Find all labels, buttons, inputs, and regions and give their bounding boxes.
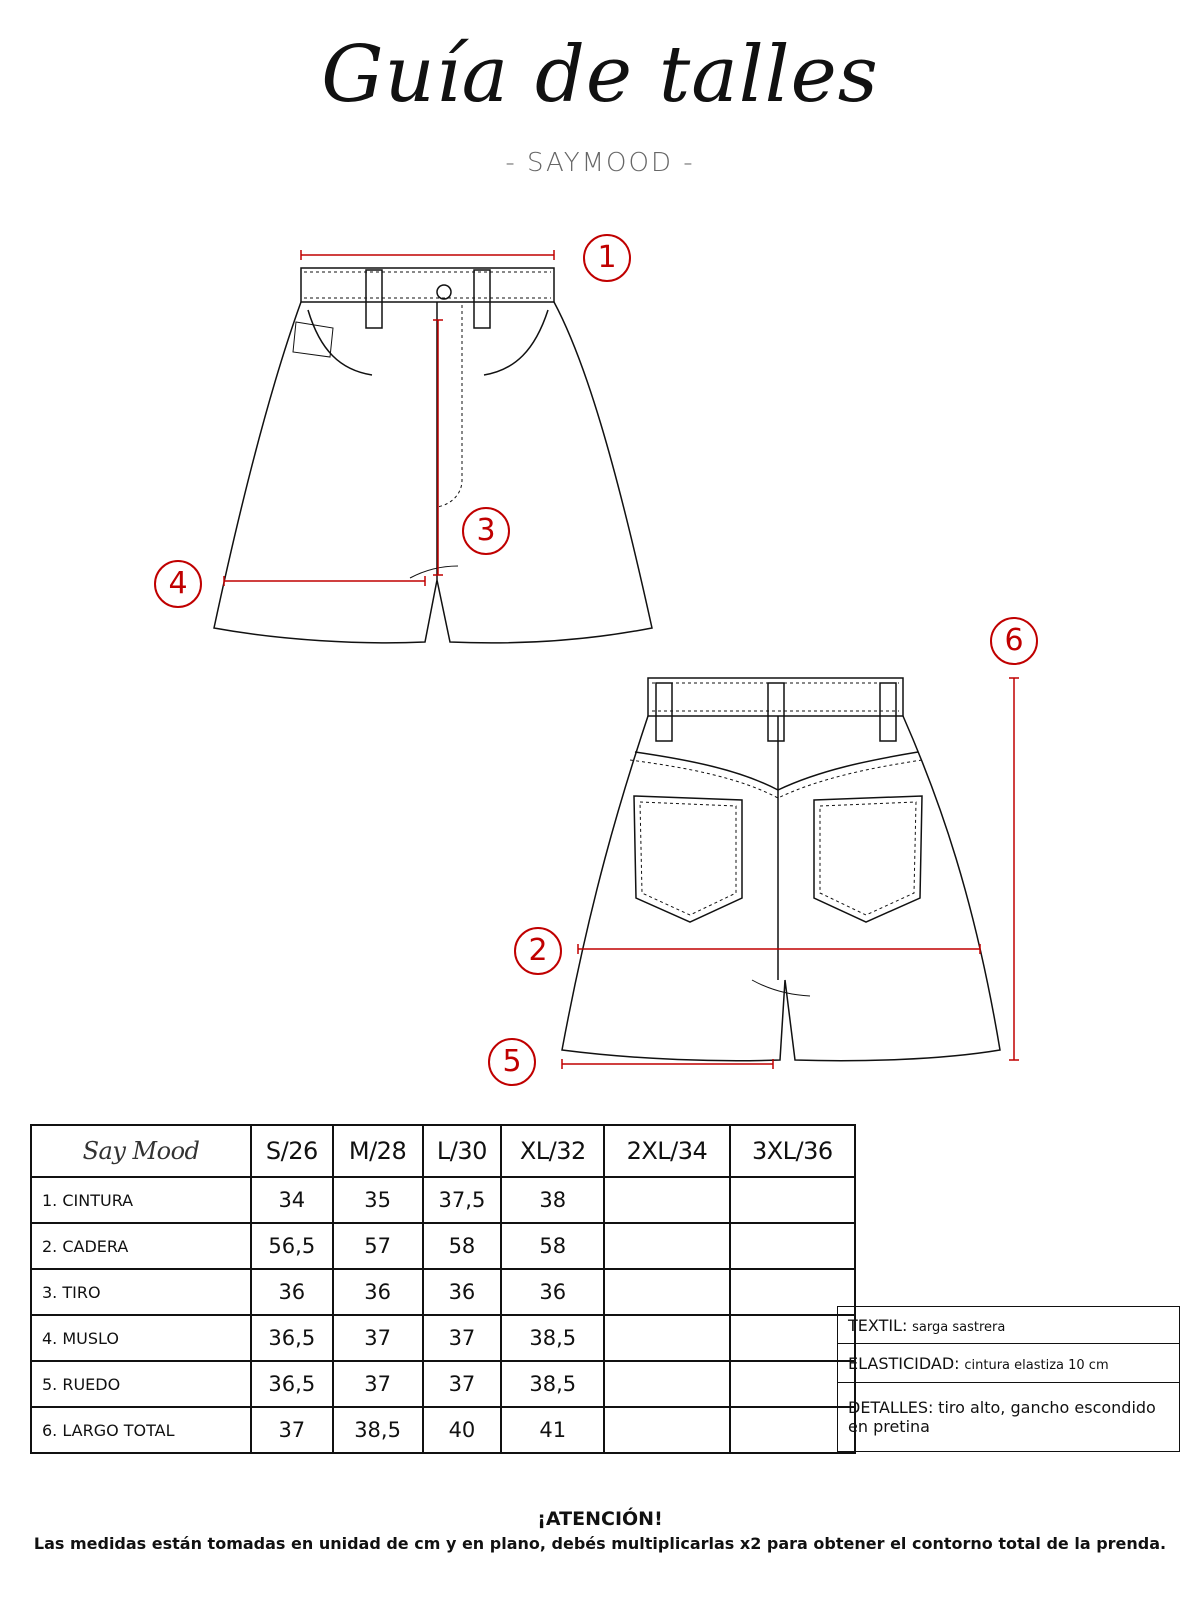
table-cell: 41 (501, 1407, 604, 1453)
row-label: 4. MUSLO (31, 1315, 251, 1361)
table-cell: 36 (423, 1269, 502, 1315)
marker-1: 1 (583, 234, 631, 282)
textil-label: TEXTIL: (848, 1315, 908, 1335)
table-cell (604, 1361, 729, 1407)
table-cell: 38,5 (501, 1361, 604, 1407)
size-header: L/30 (423, 1125, 502, 1177)
size-header: 2XL/34 (604, 1125, 729, 1177)
row-label: 1. CINTURA (31, 1177, 251, 1223)
table-cell: 37,5 (423, 1177, 502, 1223)
size-header: S/26 (251, 1125, 333, 1177)
size-header: M/28 (333, 1125, 423, 1177)
elasticidad-label: ELASTICIDAD: (848, 1353, 960, 1373)
size-table (30, 1124, 856, 1454)
table-cell (604, 1177, 729, 1223)
table-cell: 37 (423, 1315, 502, 1361)
table-cell: 38,5 (333, 1407, 423, 1453)
table-row (31, 1269, 855, 1315)
table-row (31, 1315, 855, 1361)
detail-row-elasticidad (838, 1344, 1180, 1383)
detail-row-detalles (838, 1383, 1180, 1452)
logo-cell: Say Mood (31, 1125, 251, 1177)
marker-6: 6 (990, 617, 1038, 665)
detalles-value: tiro alto, gancho escondido en pretina (848, 1398, 1156, 1436)
table-cell (604, 1269, 729, 1315)
table-cell (604, 1407, 729, 1453)
notice-text: Las medidas están tomadas en unidad de cm y en plano, debés multiplicarlas x2 para obtener el contorno total de la prenda. (33, 1534, 1167, 1553)
table-cell: 37 (251, 1407, 333, 1453)
table-row (31, 1223, 855, 1269)
row-label: 6. LARGO TOTAL (31, 1407, 251, 1453)
table-row (31, 1177, 855, 1223)
textil-value: sarga sastrera (912, 1319, 1006, 1335)
table-cell: 56,5 (251, 1223, 333, 1269)
fabric-details-table (837, 1306, 1180, 1452)
table-cell: 37 (333, 1315, 423, 1361)
size-header: 3XL/36 (730, 1125, 855, 1177)
marker-2: 2 (514, 927, 562, 975)
brand-name: - SAYMOOD - (505, 148, 695, 178)
table-cell: 37 (333, 1361, 423, 1407)
table-cell: 36 (333, 1269, 423, 1315)
marker-4: 4 (154, 560, 202, 608)
table-cell: 37 (423, 1361, 502, 1407)
table-cell: 35 (333, 1177, 423, 1223)
table-cell: 36 (501, 1269, 604, 1315)
detail-row-textil (838, 1307, 1180, 1344)
table-cell: 38 (501, 1177, 604, 1223)
table-cell (604, 1315, 729, 1361)
marker-5: 5 (488, 1038, 536, 1086)
table-cell (604, 1223, 729, 1269)
table-cell: 58 (501, 1223, 604, 1269)
table-cell: 36 (251, 1269, 333, 1315)
table-cell: 36,5 (251, 1315, 333, 1361)
table-cell: 34 (251, 1177, 333, 1223)
marker-3: 3 (462, 507, 510, 555)
table-cell: 40 (423, 1407, 502, 1453)
table-cell (730, 1223, 855, 1269)
table-cell (730, 1177, 855, 1223)
table-row (31, 1407, 855, 1453)
row-label: 2. CADERA (31, 1223, 251, 1269)
table-cell: 38,5 (501, 1315, 604, 1361)
page-title: Guía de talles (321, 30, 879, 120)
notice-title: ¡ATENCIÓN! (537, 1508, 663, 1530)
table-cell: 58 (423, 1223, 502, 1269)
row-label: 5. RUEDO (31, 1361, 251, 1407)
row-label: 3. TIRO (31, 1269, 251, 1315)
table-row (31, 1361, 855, 1407)
size-header: XL/32 (501, 1125, 604, 1177)
table-cell: 36,5 (251, 1361, 333, 1407)
elasticidad-value: cintura elastiza 10 cm (964, 1357, 1109, 1373)
table-cell: 57 (333, 1223, 423, 1269)
notice (0, 1508, 1200, 1553)
detalles-label: DETALLES: (848, 1398, 934, 1417)
